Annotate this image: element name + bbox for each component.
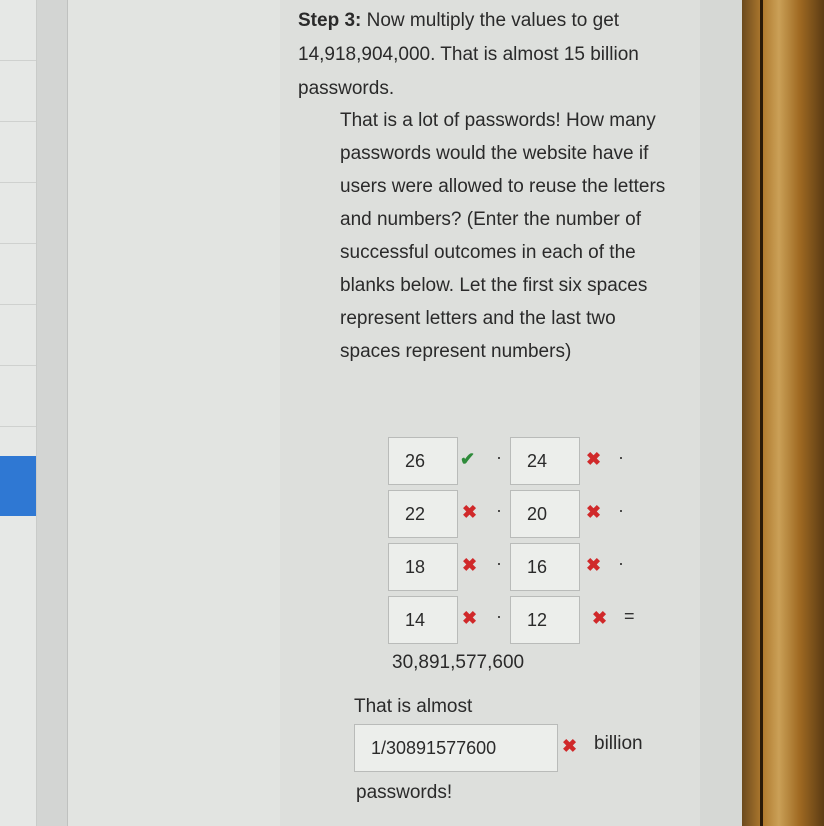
step-3-text (298, 4, 658, 106)
multiply-dot: · (496, 606, 502, 626)
nav-selected-item[interactable] (0, 456, 36, 516)
equals-sign: = (624, 606, 635, 626)
nav-row[interactable] (0, 366, 36, 427)
nav-row[interactable] (0, 61, 36, 122)
answer-input[interactable]: 24 (510, 437, 580, 485)
nav-row[interactable] (0, 305, 36, 366)
nav-row[interactable] (0, 183, 36, 244)
nav-row[interactable] (0, 0, 36, 61)
cross-icon: ✖ (462, 555, 478, 575)
product-result: 30,891,577,600 (392, 652, 525, 673)
answer-row (388, 543, 668, 593)
answer-row (388, 437, 668, 487)
left-nav-strip (0, 0, 36, 826)
bezel-edge (760, 0, 763, 826)
billion-label: billion (594, 733, 643, 754)
step-label: Step 3: (298, 10, 362, 31)
multiply-dot: · (618, 500, 624, 520)
cross-icon: ✖ (562, 736, 578, 756)
almost-input[interactable]: 1/30891577600 (354, 724, 558, 772)
multiply-dot: · (618, 553, 624, 573)
gutter (37, 0, 67, 826)
cross-icon: ✖ (586, 502, 602, 522)
answer-input[interactable]: 16 (510, 543, 580, 591)
cross-icon: ✖ (586, 555, 602, 575)
cross-icon: ✖ (462, 502, 478, 522)
multiply-dot: · (496, 447, 502, 467)
multiply-dot: · (496, 500, 502, 520)
answer-input[interactable]: 18 (388, 543, 458, 591)
multiply-dot: · (618, 447, 624, 467)
answer-row (388, 490, 668, 540)
step-body: Now multiply the values to get 14,918,904,000. That is almost 15 billion passwords. (298, 10, 639, 99)
blank-side-panel (68, 0, 280, 826)
nav-row[interactable] (0, 244, 36, 305)
multiply-dot: · (496, 553, 502, 573)
monitor-bezel (742, 0, 824, 826)
cross-icon: ✖ (586, 449, 602, 469)
cross-icon: ✖ (592, 608, 608, 628)
answer-input[interactable]: 22 (388, 490, 458, 538)
answer-input[interactable]: 12 (510, 596, 580, 644)
right-margin (700, 0, 742, 826)
cross-icon: ✖ (462, 608, 478, 628)
answer-input[interactable]: 14 (388, 596, 458, 644)
passwords-label: passwords! (356, 782, 453, 803)
nav-row[interactable] (0, 122, 36, 183)
almost-label: That is almost (354, 696, 473, 717)
answer-input[interactable]: 20 (510, 490, 580, 538)
question-text: That is a lot of passwords! How many passwords would the website have if users were allowed to reuse the letters and numbers? (Enter the number of successful outcomes in each of the blanks below. Let the first six spaces represent letters and the last two spaces represent numbers) (340, 110, 666, 362)
answer-input[interactable]: 26 (388, 437, 458, 485)
check-icon: ✔ (460, 449, 476, 469)
answer-row (388, 596, 668, 646)
